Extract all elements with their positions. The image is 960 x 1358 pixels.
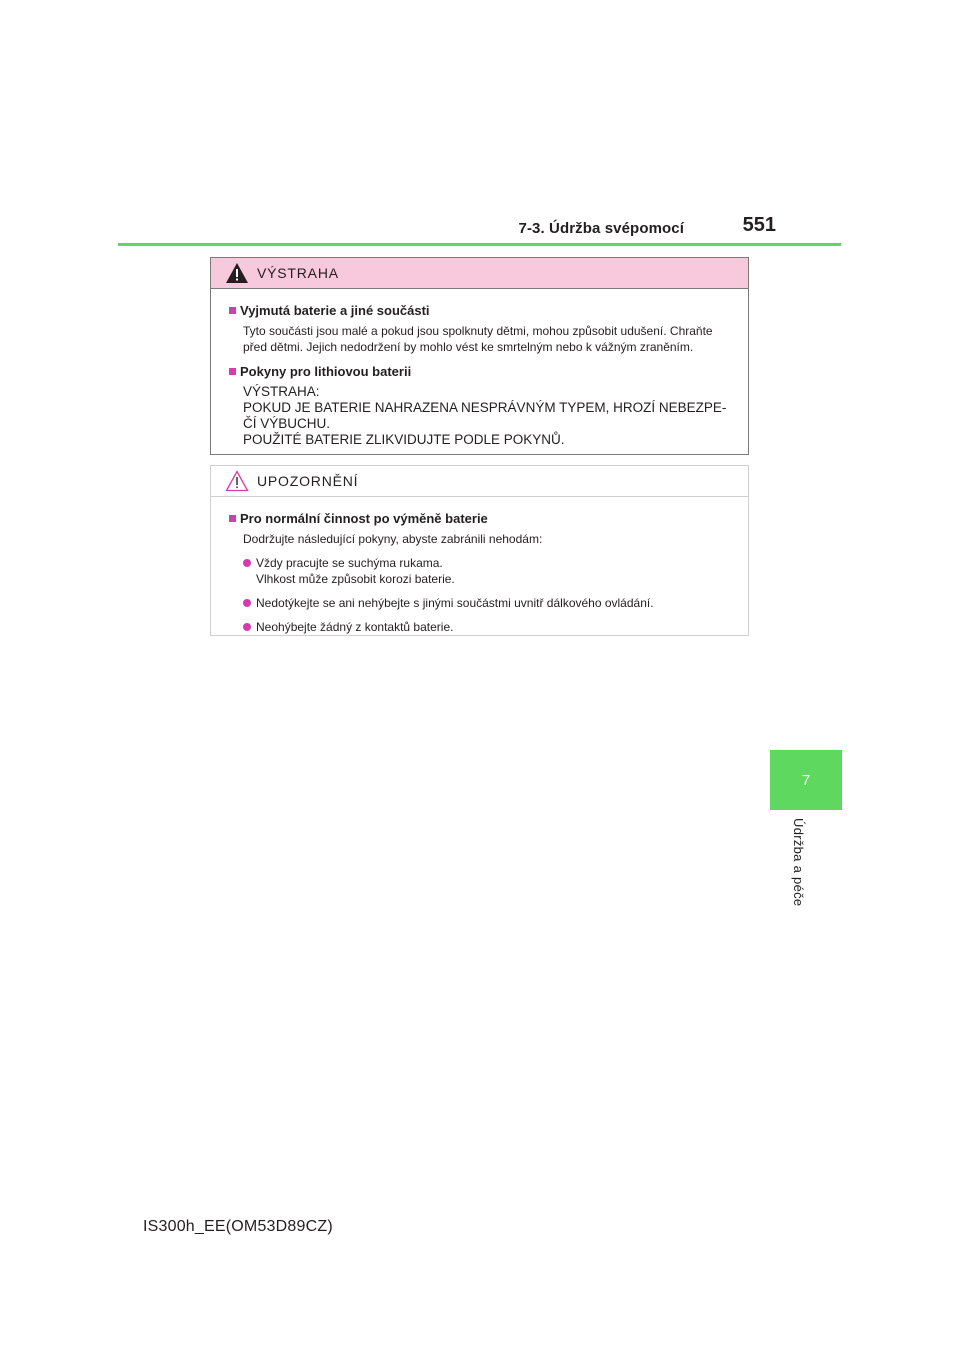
bullet-dot-icon: [243, 559, 251, 567]
warning-box: [210, 257, 749, 455]
document-code: IS300h_EE(OM53D89CZ): [143, 1218, 333, 1235]
square-bullet-icon: [229, 307, 236, 314]
list-item-text: Vždy pracujte se suchýma rukama.: [256, 556, 443, 570]
list-item-text: Neohýbejte žádný z kontaktů baterie.: [256, 620, 454, 634]
bullet-dot-icon: [243, 599, 251, 607]
caution-intro: Dodržujte následující pokyny, abyste zabránili nehodám:: [243, 532, 543, 546]
caution-section-heading: [229, 511, 738, 526]
warning-box-title: VÝSTRAHA: [257, 265, 339, 281]
warning-triangle-filled-icon: [225, 262, 249, 284]
warning-box-body: [211, 289, 748, 448]
warning-triangle-outline-icon: [225, 470, 249, 492]
list-item-text: Nedotýkejte se ani nehýbejte s jinými součástmi uvnitř dálkového ovládání.: [256, 596, 654, 610]
caution-box: [210, 465, 749, 636]
header-rule: [118, 243, 841, 246]
square-bullet-icon: [229, 368, 236, 375]
square-bullet-icon: [229, 515, 236, 522]
caps-line: VÝSTRAHA:: [243, 384, 320, 399]
warning-section-heading: [229, 303, 738, 318]
caps-line: POUŽITÉ BATERIE ZLIKVIDUJTE PODLE POKYNŮ.: [243, 432, 565, 447]
warning-section-heading-text: Pokyny pro lithiovou baterii: [240, 364, 412, 379]
list-item: [229, 619, 738, 635]
chapter-side-label: Údržba a péče: [791, 818, 806, 907]
warning-section-text: [229, 323, 738, 355]
warning-box-header: [211, 258, 748, 289]
list-item-text: Vlhkost může způsobit korozi baterie.: [256, 572, 455, 586]
caps-line: POKUD JE BATERIE NAHRAZENA NESPRÁVNÝM TYPEM, HROZÍ NEBEZPE-: [243, 400, 727, 415]
caution-box-body: [211, 497, 748, 635]
chapter-number: 7: [801, 771, 811, 789]
caution-box-header: [211, 466, 748, 497]
page-number: 551: [742, 214, 776, 236]
text-line: před dětmi. Jejich nedodržení by mohlo vést ke smrtelným nebo k vážným zraněním.: [243, 340, 694, 354]
list-item: [229, 595, 738, 611]
warning-section-heading: [229, 364, 738, 379]
warning-section-heading-text: Vyjmutá baterie a jiné součásti: [240, 303, 430, 318]
text-line: Tyto součásti jsou malé a pokud jsou spolknuty dětmi, mohou způsobit udušení. Chraňte: [243, 324, 713, 338]
caution-section-heading-text: Pro normální činnost po výměně baterie: [240, 511, 488, 526]
caution-box-title: UPOZORNĚNÍ: [257, 473, 359, 489]
list-item: [229, 555, 738, 587]
section-title: 7-3. Údržba svépomocí: [518, 220, 684, 237]
bullet-dot-icon: [243, 623, 251, 631]
caps-line: ČÍ VÝBUCHU.: [243, 416, 331, 431]
chapter-tab: [770, 750, 842, 810]
warning-caps-text: [229, 384, 738, 448]
